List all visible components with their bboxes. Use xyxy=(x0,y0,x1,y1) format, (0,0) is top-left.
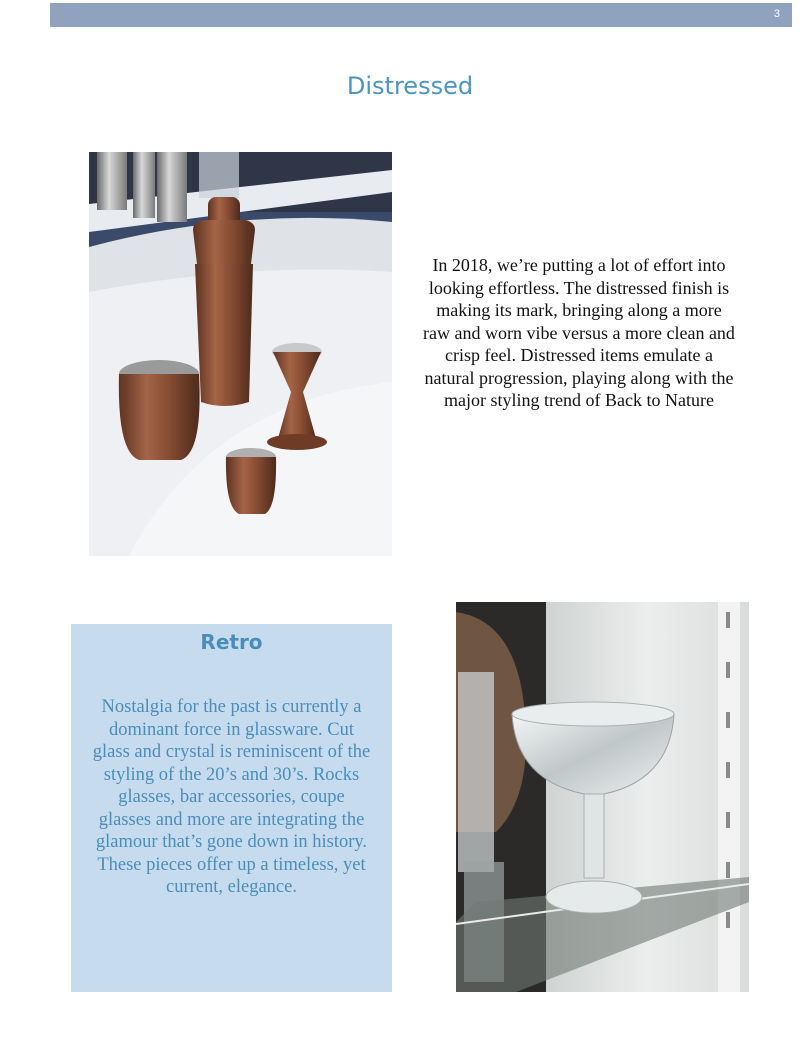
photo-retro-cut-glass-coupe xyxy=(456,602,749,992)
retro-callout-box xyxy=(71,624,392,992)
section-title-distressed: Distressed xyxy=(346,72,474,100)
page-number: 3 xyxy=(773,8,780,20)
retro-description: Nostalgia for the past is currently a dominant force in glassware. Cut glass and crystal is reminiscent of the styling of the 20’s and 30’s. Rocks glasses, bar accessories, coupe glasses and more are integrating the glamour that’s gone down in history. These pieces offer up a timeless, yet current, elegance. xyxy=(92,697,371,897)
section-title-retro: Retro xyxy=(200,630,263,654)
header-bar xyxy=(50,3,792,27)
photo-distressed-copper-barware xyxy=(89,152,392,556)
distressed-description: In 2018, we’re putting a lot of effort into looking effortless. The distressed finish is making its mark, bringing along a more raw and worn vibe versus a more clean and crisp feel. Distressed items emulate a natural progression, playing along with the major styling trend of Back to Nature xyxy=(423,255,735,410)
